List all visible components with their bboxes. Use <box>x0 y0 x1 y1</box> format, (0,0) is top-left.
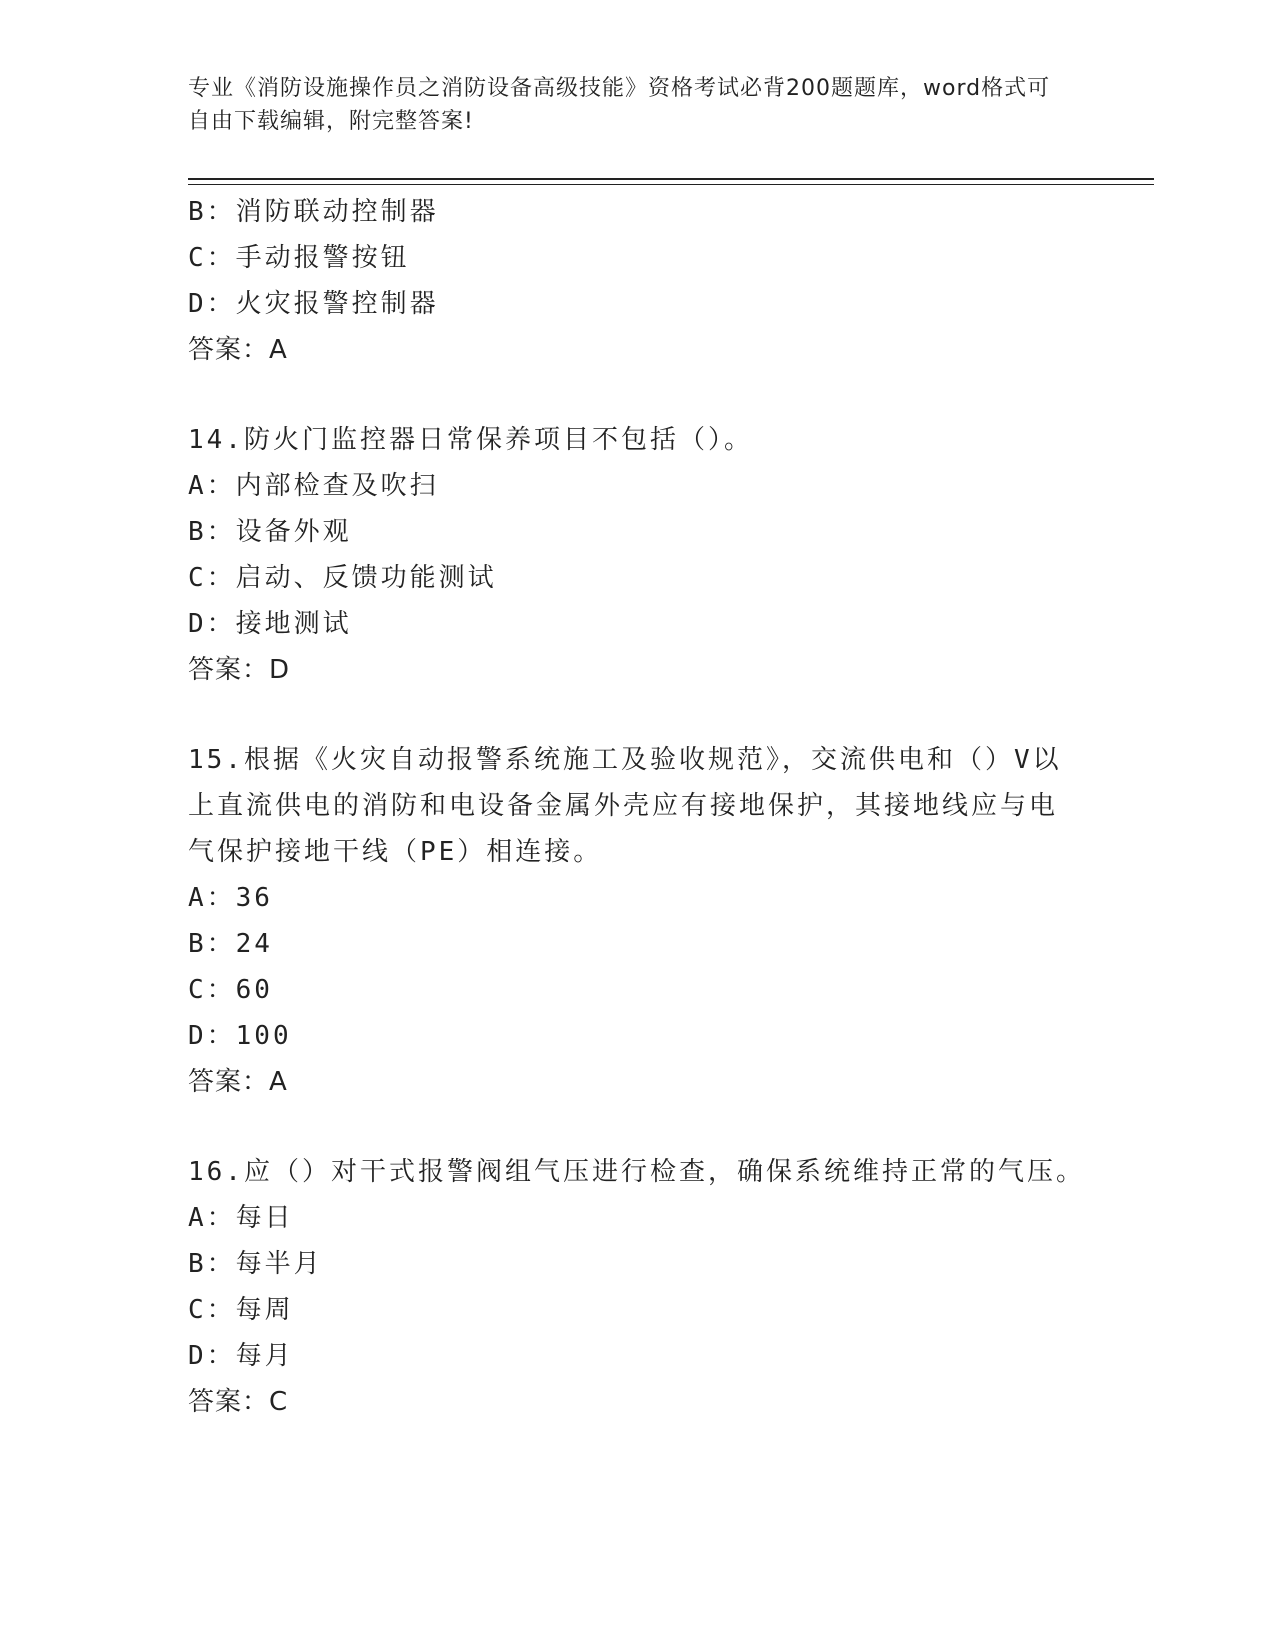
option-c: C：60 <box>188 975 273 1005</box>
option-c: C：手动报警按钮 <box>188 243 410 273</box>
document-header: 专业《消防设施操作员之消防设备高级技能》资格考试必背200题题库，word格式可自由下载编辑，附完整答案! <box>188 76 1051 134</box>
option-d: D：100 <box>188 1021 292 1051</box>
question-text: 14.防火门监控器日常保养项目不包括（）。 <box>188 425 753 455</box>
option-b: B：消防联动控制器 <box>188 197 439 227</box>
question-text-line-3: 气保护接地干线（PE）相连接。 <box>188 837 603 867</box>
option-d: D：接地测试 <box>188 609 352 639</box>
option-b: B：24 <box>188 929 273 959</box>
question-text: 16.应（）对干式报警阀组气压进行检查，确保系统维持正常的气压。 <box>188 1157 1085 1187</box>
question-13-continued <box>188 189 1068 373</box>
question-15 <box>188 737 1068 1105</box>
question-14 <box>188 417 1068 693</box>
option-a: A：每日 <box>188 1203 294 1233</box>
question-list <box>188 189 1085 1425</box>
answer-line: 答案：D <box>188 655 291 685</box>
spacer <box>188 693 1068 737</box>
option-c: C：启动、反馈功能测试 <box>188 563 497 593</box>
header-divider-thin <box>188 184 1154 185</box>
question-text-line-1: 15.根据《火灾自动报警系统施工及验收规范》，交流供电和（）V以 <box>188 745 1062 775</box>
question-16 <box>188 1149 1085 1425</box>
spacer <box>188 1105 1068 1149</box>
option-d: D：每月 <box>188 1341 294 1371</box>
option-b: B：设备外观 <box>188 517 352 547</box>
option-c: C：每周 <box>188 1295 294 1325</box>
option-a: A：内部检查及吹扫 <box>188 471 439 501</box>
header-divider-thick <box>188 178 1154 180</box>
answer-line: 答案：C <box>188 1387 289 1417</box>
answer-line: 答案：A <box>188 1067 288 1097</box>
option-a: A：36 <box>188 883 273 913</box>
option-b: B：每半月 <box>188 1249 323 1279</box>
question-text-line-2: 上直流供电的消防和电设备金属外壳应有接地保护，其接地线应与电 <box>188 791 1059 821</box>
answer-line: 答案：A <box>188 335 288 365</box>
option-d: D：火灾报警控制器 <box>188 289 439 319</box>
spacer <box>188 373 1068 417</box>
